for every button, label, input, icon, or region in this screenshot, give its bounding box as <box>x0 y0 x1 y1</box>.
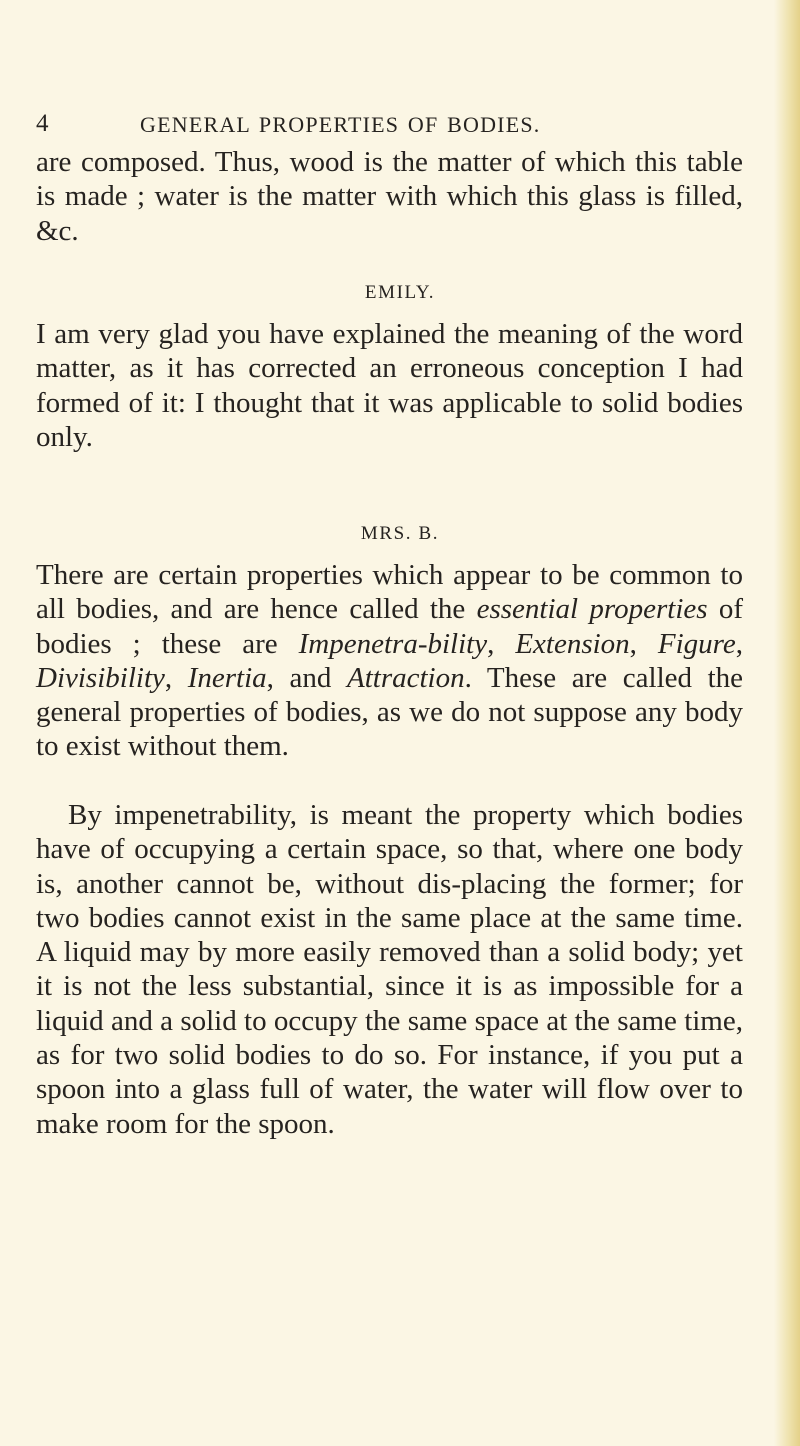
speaker-heading-emily: EMILY. <box>364 282 436 303</box>
italic-term-attraction: Attraction <box>347 661 465 694</box>
italic-term-figure: Figure <box>657 627 736 660</box>
text-run: . These are called the general properties of bodies, as we do not suppose any body to exist without them. <box>36 661 744 763</box>
page-number: 4 <box>36 110 49 137</box>
italic-term-essential-properties: essential properties <box>476 593 708 626</box>
paragraph-continuation: are composed. Thus, wood is the matter of which this table is made ; water is the matter with which this glass is filled, &c. <box>36 146 743 247</box>
text-run: , <box>164 661 188 694</box>
paragraph-emily-reply: I am very glad you have explained the meaning of the word matter, as it has corrected an erroneous conception I had formed of it: I thought that it was applicable to solid bodies only. <box>36 318 743 453</box>
italic-term-impenetrability: Impenetra-bility <box>298 627 488 660</box>
running-head <box>36 110 736 146</box>
text-run: of bodies ; these are <box>36 593 744 660</box>
paragraph-essential-properties <box>36 558 743 764</box>
italic-term-divisibility: Divisibility <box>36 661 165 694</box>
text-run: , <box>629 627 658 660</box>
italic-term-extension: Extension <box>515 627 630 660</box>
paragraph-impenetrability-text: By impenetrability, is meant the property which bodies have of occupying a certain space, so that, where one body is, another cannot be, without dis-placing the former; for two bodies cannot exist in the same place at the same time. A liquid may by more easily removed than a solid body; yet it is not the less substantial, since it is as impossible for a liquid and a solid to occupy the same space at the same time, as for two solid bodies to do so. For instance, if you put a spoon into a glass full of water, the water will flow over to make room for the spoon. <box>36 799 743 1140</box>
italic-term-inertia: Inertia <box>187 661 267 694</box>
speaker-heading-mrs-b: MRS. B. <box>360 523 440 544</box>
running-head-title: GENERAL PROPERTIES OF BODIES. <box>140 112 541 137</box>
paragraph-essential-properties-text <box>36 558 743 764</box>
text-run: , and <box>266 661 347 694</box>
text-run: , <box>487 627 516 660</box>
text-run: , <box>735 627 743 660</box>
paragraph-impenetrability <box>36 798 743 1141</box>
text-run: There are certain properties which appear to be common to all bodies, and are hence called the <box>36 559 743 626</box>
